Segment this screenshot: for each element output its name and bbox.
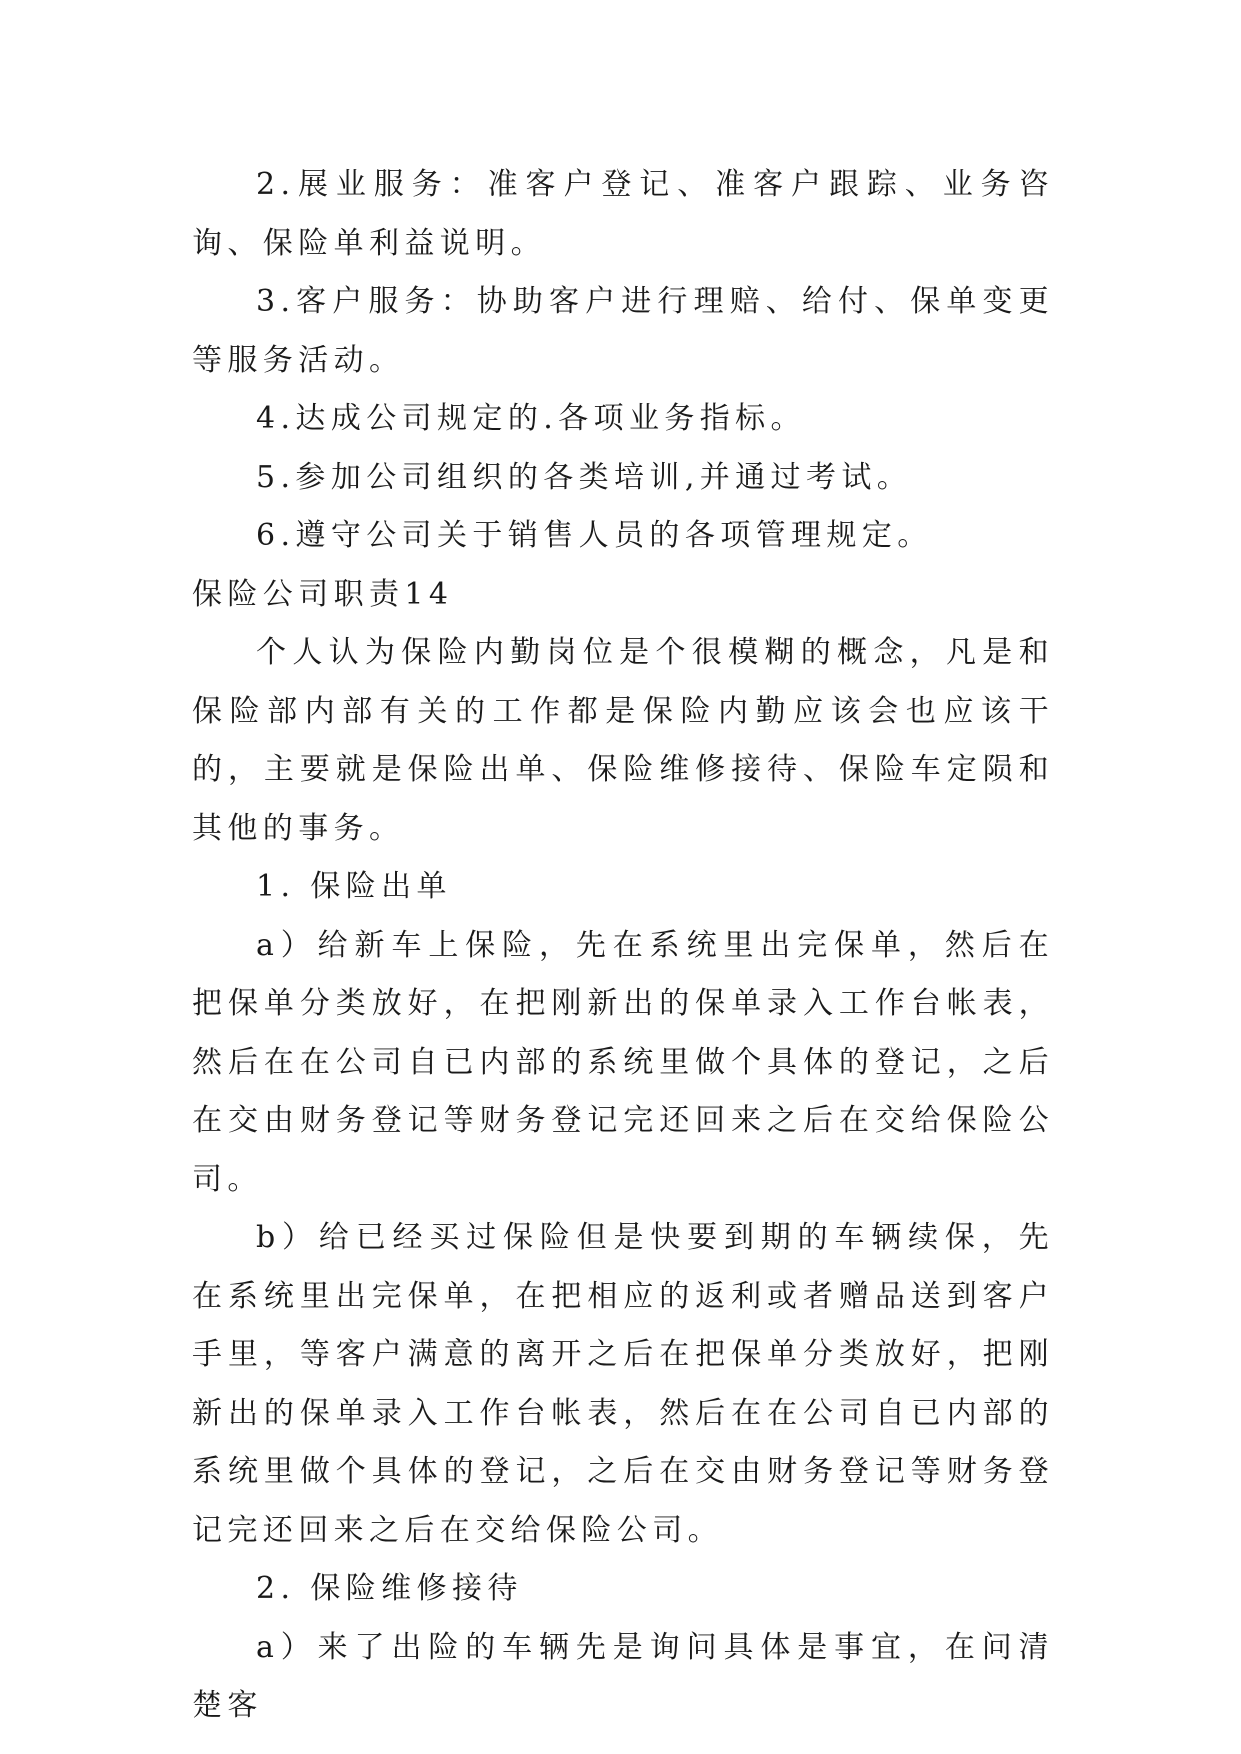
- paragraph-new-car: a）给新车上保险，先在系统里出完保单，然后在把保单分类放好，在把刚新出的保单录入工作台帐表，然后在在公司自已内部的系统里做个具体的登记，之后在交由财务登记等财务登记完还回来之后在交给保险公司。: [192, 927, 1054, 1197]
- subheading-issuing: 1. 保险出单: [256, 869, 452, 904]
- paragraph-customer-service: 3.客户服务：协助客户进行理赔、给付、保单变更等服务活动。: [192, 284, 1054, 378]
- paragraph-rules: 6.遵守公司关于销售人员的各项管理规定。: [256, 518, 933, 553]
- paragraph-training: 5.参加公司组织的各类培训,并通过考试。: [256, 459, 913, 495]
- subheading-repair-reception: 2. 保险维修接待: [256, 1571, 523, 1606]
- paragraph-renewal: b）给已经买过保险但是快要到期的车辆续保，先在系统里出完保单，在把相应的返利或者赠品送到客户手里，等客户满意的离开之后在把保单分类放好，把刚新出的保单录入工作台帐表，然后在在公司自已内部的系统里做个具体的登记，之后在交由财务登记等财务登记完还回来之后在交给保险公司。: [192, 1220, 1054, 1548]
- paragraph-sales-service: 2.展业服务：准客户登记、准客户跟踪、业务咨询、保险单利益说明。: [192, 167, 1054, 261]
- paragraph-business-targets: 4.达成公司规定的.各项业务指标。: [256, 401, 806, 436]
- section-heading: 保险公司职责14: [192, 576, 454, 612]
- document-body: [192, 156, 1054, 1736]
- paragraph-intro: 个人认为保险内勤岗位是个很模糊的概念，凡是和保险部内部有关的工作都是保险内勤应该会也应该干的，主要就是保险出单、保险维修接待、保险车定陨和其他的事务。: [192, 635, 1054, 846]
- paragraph-accident-vehicle: a）来了出险的车辆先是询问具体是事宜，在问清楚客: [192, 1629, 1054, 1723]
